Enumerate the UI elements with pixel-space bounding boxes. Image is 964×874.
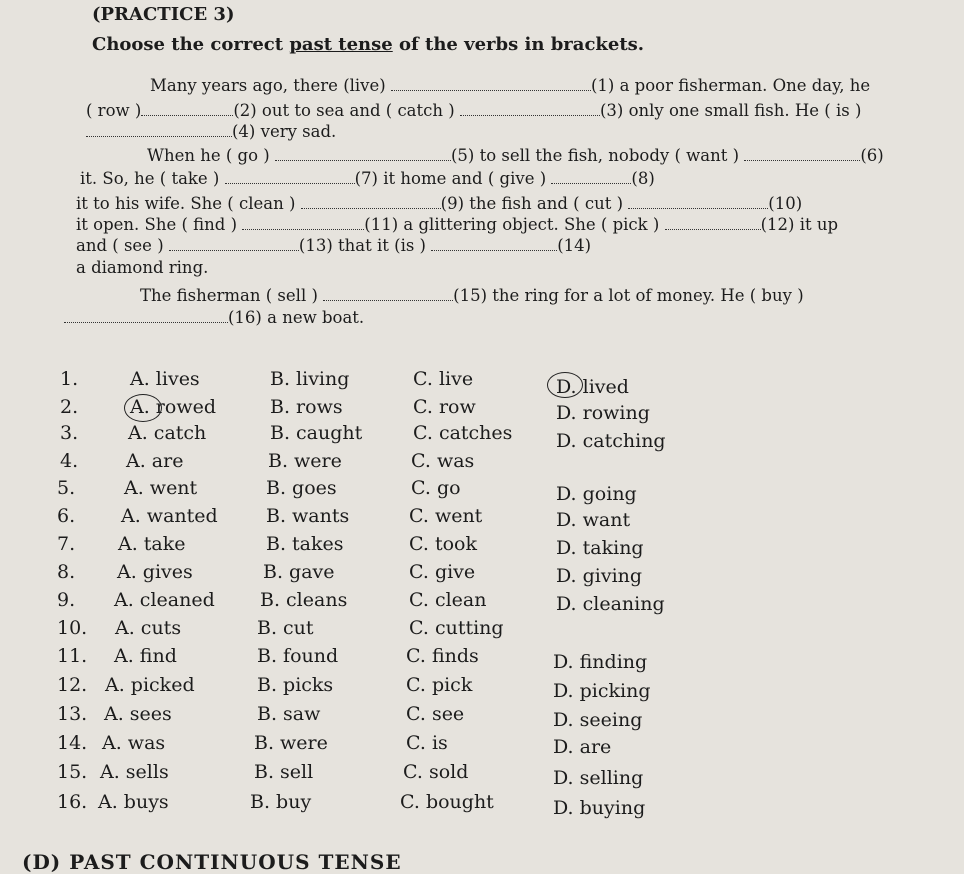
- option-a[interactable]: A. are: [126, 450, 184, 472]
- passage-line-2: [86, 101, 861, 120]
- question-number: 7.: [57, 533, 76, 555]
- question-number: 4.: [60, 450, 79, 472]
- option-b[interactable]: B. goes: [266, 477, 337, 499]
- passage-text: (10): [768, 194, 803, 213]
- passage-text: (13) that it (is ): [298, 236, 426, 255]
- option-b[interactable]: B. cleans: [260, 589, 348, 611]
- option-a[interactable]: A. was: [102, 732, 166, 754]
- option-c[interactable]: C. clean: [409, 589, 487, 611]
- option-d[interactable]: D. rowing: [556, 402, 650, 424]
- passage-line-5: [80, 169, 655, 188]
- option-c[interactable]: C. is: [406, 732, 448, 754]
- question-number: 6.: [57, 505, 76, 527]
- option-a[interactable]: A. sees: [104, 703, 172, 725]
- option-c[interactable]: C. give: [409, 561, 476, 583]
- passage-text: (6): [860, 146, 884, 165]
- passage-text: it to his wife. She ( clean ): [76, 194, 296, 213]
- option-d[interactable]: D. lived: [556, 376, 629, 398]
- passage-text: it open. She ( find ): [76, 215, 238, 234]
- blank-5[interactable]: [275, 146, 451, 161]
- option-b[interactable]: B. saw: [257, 703, 321, 725]
- question-number: 5.: [57, 477, 76, 499]
- option-a[interactable]: A. wanted: [121, 505, 218, 527]
- passage-line-1: [150, 76, 870, 95]
- question-number: 16.: [57, 791, 88, 813]
- option-a[interactable]: A. buys: [98, 791, 169, 813]
- answer-circle-2: [124, 394, 162, 422]
- question-number: 8.: [57, 561, 76, 583]
- instruction: [92, 34, 644, 55]
- option-c[interactable]: C. catches: [413, 422, 513, 444]
- option-a[interactable]: A. lives: [130, 368, 200, 390]
- option-c[interactable]: C. row: [413, 396, 476, 418]
- option-d[interactable]: D. giving: [556, 565, 643, 587]
- passage-text: (16) a new boat.: [228, 308, 365, 327]
- passage-text: (3) only one small fish. He ( is ): [599, 101, 862, 120]
- passage-text: (8): [631, 169, 655, 188]
- option-a[interactable]: A. picked: [105, 674, 195, 696]
- option-c[interactable]: C. live: [413, 368, 474, 390]
- option-a[interactable]: A. take: [118, 533, 186, 555]
- option-b[interactable]: B. picks: [257, 674, 334, 696]
- question-number: 14.: [57, 732, 88, 754]
- option-c[interactable]: C. took: [409, 533, 477, 555]
- option-b[interactable]: B. were: [254, 732, 328, 754]
- option-a[interactable]: A. catch: [128, 422, 207, 444]
- passage-text: (4) very sad.: [232, 122, 337, 141]
- option-c[interactable]: C. sold: [403, 761, 469, 783]
- option-c[interactable]: C. see: [406, 703, 465, 725]
- passage-line-9: [76, 258, 208, 277]
- blank-4[interactable]: [86, 122, 232, 137]
- option-b[interactable]: B. found: [257, 645, 339, 667]
- option-b[interactable]: B. sell: [254, 761, 314, 783]
- blank-12[interactable]: [665, 215, 761, 230]
- passage-text: (5) to sell the fish, nobody ( want ): [450, 146, 740, 165]
- option-d[interactable]: D. going: [556, 483, 637, 505]
- blank-3[interactable]: [460, 101, 600, 116]
- instruction-pre: Choose the correct: [92, 34, 290, 55]
- passage-line-6: [76, 194, 802, 213]
- option-b[interactable]: B. takes: [266, 533, 344, 555]
- blank-16[interactable]: [64, 308, 228, 323]
- option-a[interactable]: A. cuts: [115, 617, 182, 639]
- option-c[interactable]: C. was: [411, 450, 475, 472]
- option-d[interactable]: D. picking: [553, 680, 651, 702]
- option-a[interactable]: A. sells: [100, 761, 169, 783]
- option-d[interactable]: D. finding: [553, 651, 648, 673]
- option-b[interactable]: B. living: [270, 368, 350, 390]
- answer-circle-1: [547, 372, 583, 398]
- blank-13[interactable]: [169, 236, 299, 251]
- blank-15[interactable]: [323, 286, 453, 301]
- option-d[interactable]: D. buying: [553, 797, 646, 819]
- passage-text: a diamond ring.: [76, 258, 209, 277]
- question-number: 2.: [60, 396, 79, 418]
- question-number: 1.: [60, 368, 79, 390]
- blank-7[interactable]: [225, 169, 355, 184]
- option-c[interactable]: C. pick: [406, 674, 473, 696]
- blank-1[interactable]: [391, 76, 591, 91]
- blank-11[interactable]: [242, 215, 364, 230]
- question-number: 11.: [57, 645, 88, 667]
- option-c[interactable]: C. cutting: [409, 617, 504, 639]
- option-a[interactable]: A. gives: [117, 561, 193, 583]
- question-number: 12.: [57, 674, 88, 696]
- passage-line-8: [76, 236, 591, 255]
- passage-text: (1) a poor fisherman. One day, he: [590, 76, 871, 95]
- passage-text: (15) the ring for a lot of money. He ( buy ): [453, 286, 804, 305]
- option-a[interactable]: A. cleaned: [114, 589, 215, 611]
- option-d[interactable]: D. want: [556, 509, 631, 531]
- option-b[interactable]: B. buy: [250, 791, 312, 813]
- passage-line-4: [147, 146, 884, 165]
- question-number: 3.: [60, 422, 79, 444]
- blank-6[interactable]: [744, 146, 860, 161]
- question-number: 13.: [57, 703, 88, 725]
- passage-line-7: [76, 215, 838, 234]
- passage-text: ( row ): [86, 101, 142, 120]
- passage-line-10: [140, 286, 804, 305]
- blank-10[interactable]: [628, 194, 768, 209]
- option-c[interactable]: C. bought: [400, 791, 494, 813]
- passage-text: (7) it home and ( give ): [354, 169, 547, 188]
- passage-text: Many years ago, there (live): [150, 76, 386, 95]
- option-b[interactable]: B. wants: [266, 505, 350, 527]
- blank-8[interactable]: [551, 169, 631, 184]
- blank-14[interactable]: [431, 236, 557, 251]
- passage-line-3: [86, 122, 336, 141]
- question-number: 15.: [57, 761, 88, 783]
- passage-text: When he ( go ): [147, 146, 270, 165]
- next-section-heading: (D) PAST CONTINUOUS TENSE: [22, 850, 402, 874]
- option-c[interactable]: C. finds: [406, 645, 479, 667]
- practice-label: (PRACTICE 3): [92, 4, 235, 25]
- passage-text: it. So, he ( take ): [80, 169, 220, 188]
- passage-text: The fisherman ( sell ): [140, 286, 318, 305]
- question-number: 9.: [57, 589, 76, 611]
- instruction-underlined: past tense: [289, 34, 393, 55]
- option-b[interactable]: B. gave: [263, 561, 335, 583]
- option-d[interactable]: D. are: [553, 736, 612, 758]
- option-d[interactable]: D. seeing: [553, 709, 643, 731]
- passage-line-11: [64, 308, 364, 327]
- option-b[interactable]: B. cut: [257, 617, 314, 639]
- passage-text: (14): [557, 236, 592, 255]
- passage-text: (11) a glittering object. She ( pick ): [364, 215, 660, 234]
- passage-text: (9) the fish and ( cut ): [440, 194, 624, 213]
- blank-9[interactable]: [301, 194, 441, 209]
- option-c[interactable]: C. go: [411, 477, 461, 499]
- option-d[interactable]: D. catching: [556, 430, 666, 452]
- option-a[interactable]: A. went: [124, 477, 198, 499]
- option-b[interactable]: B. rows: [270, 396, 343, 418]
- question-number: 10.: [57, 617, 88, 639]
- option-a[interactable]: A. rowed: [130, 396, 216, 418]
- blank-2[interactable]: [141, 101, 233, 116]
- instruction-post: of the verbs in brackets.: [392, 34, 645, 55]
- passage-text: (12) it up: [760, 215, 839, 234]
- option-d[interactable]: D. selling: [553, 767, 644, 789]
- option-c[interactable]: C. went: [409, 505, 483, 527]
- option-d[interactable]: D. taking: [556, 537, 644, 559]
- passage-text: (2) out to sea and ( catch ): [233, 101, 455, 120]
- passage-text: and ( see ): [76, 236, 164, 255]
- option-d[interactable]: D. cleaning: [556, 593, 665, 615]
- option-a[interactable]: A. find: [114, 645, 177, 667]
- option-b[interactable]: B. caught: [270, 422, 363, 444]
- option-b[interactable]: B. were: [268, 450, 342, 472]
